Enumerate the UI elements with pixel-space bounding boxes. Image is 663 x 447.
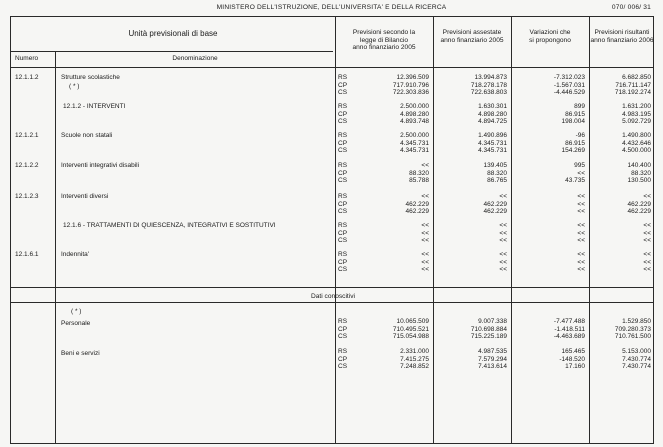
value-previsioni-2005: 4.345.731 [400, 139, 429, 147]
value-variazioni: -1.418.511 [554, 325, 585, 333]
value-risultanti-2006: 1.631.200 [622, 103, 651, 110]
divider [11, 67, 653, 68]
value-assestate-2005: 86.765 [487, 177, 507, 185]
row-code: CP [338, 355, 348, 363]
value-risultanti-2006: 4.983.195 [622, 110, 651, 118]
value-risultanti-2006: 4.500.000 [622, 147, 651, 155]
dati-conoscitivi-heading: Dati conoscitivi [311, 293, 355, 300]
heading-line: Previsioni secondo la [352, 29, 416, 36]
value-risultanti-2006: 462.229 [627, 200, 651, 208]
value-assestate-2005: 715.225.189 [470, 333, 507, 341]
divider [55, 51, 56, 443]
value-variazioni: << [577, 258, 585, 266]
divider [11, 302, 653, 303]
value-previsioni-2005: 4.898.280 [400, 110, 429, 118]
row-code: RS [338, 222, 348, 229]
value-previsioni-2005: 2.331.000 [400, 348, 429, 355]
heading-line: Variazioni che [529, 29, 571, 36]
value-previsioni-2005: 12.396.509 [396, 74, 429, 81]
value-risultanti-2006: 7.430.774 [622, 355, 651, 363]
value-variazioni: -4.446.529 [553, 89, 585, 97]
col-previsioni-2005-heading [335, 29, 433, 52]
value-risultanti-2006: 5.153.000 [622, 348, 651, 355]
budget-table [10, 16, 654, 444]
heading-line: legge di Bilancio [359, 36, 409, 44]
row-code: CP [338, 325, 348, 333]
divider [11, 287, 653, 288]
value-variazioni: -148.520 [559, 355, 585, 363]
dati-denominazione: Personale [61, 320, 91, 327]
row-number: 12.1.2.3 [15, 193, 39, 200]
value-assestate-2005: 722.638.803 [470, 89, 507, 97]
value-variazioni: << [577, 193, 585, 200]
row-denominazione: Scuole non statali [61, 132, 113, 139]
value-assestate-2005: 462.229 [483, 208, 507, 216]
value-previsioni-2005: 717.910.796 [392, 81, 429, 89]
row-code: RS [338, 132, 348, 139]
value-variazioni: << [577, 229, 585, 237]
row-code: CP [338, 139, 348, 147]
ministry-header: MINISTERO DELL'ISTRUZIONE, DELL'UNIVERSITA' E DELLA RICERCA [216, 4, 447, 11]
row-denominazione: Interventi diversi [61, 193, 109, 200]
row-code: CS [338, 237, 348, 245]
value-assestate-2005: 9.007.338 [478, 318, 507, 325]
row-code: CS [338, 89, 348, 97]
value-assestate-2005: 4.894.725 [478, 118, 507, 126]
value-previsioni-2005: 715.054.988 [392, 333, 429, 341]
value-risultanti-2006: 710.761.500 [614, 333, 651, 341]
value-risultanti-2006: 718.192.274 [614, 89, 651, 97]
value-variazioni: 899 [574, 103, 585, 110]
value-previsioni-2005: 10.065.509 [396, 318, 429, 325]
value-risultanti-2006: 462.229 [627, 208, 651, 216]
value-assestate-2005: << [499, 222, 507, 229]
row-code: RS [338, 348, 348, 355]
value-risultanti-2006: << [643, 237, 651, 245]
value-risultanti-2006: 709.280.373 [614, 325, 651, 333]
row-code: CP [338, 229, 348, 237]
value-assestate-2005: 139.405 [483, 162, 507, 169]
value-variazioni: 43.735 [565, 177, 585, 185]
value-variazioni: -1.567.031 [553, 81, 585, 89]
value-risultanti-2006: 130.500 [627, 177, 651, 185]
value-variazioni: -7.477.488 [553, 318, 585, 325]
row-code: CS [338, 363, 348, 371]
value-assestate-2005: 13.994.873 [474, 74, 507, 81]
value-risultanti-2006: 88.320 [631, 169, 651, 177]
value-assestate-2005: 1.630.301 [478, 103, 507, 110]
value-variazioni: 86.915 [565, 139, 585, 147]
col-variazioni-heading [511, 29, 589, 44]
row-denominazione: Strutture scolastiche [61, 74, 120, 81]
value-assestate-2005: 7.413.614 [478, 363, 507, 371]
row-denominazione: Indennita' [61, 251, 89, 258]
page-reference: 070/ 006/ 31 [611, 4, 651, 11]
value-assestate-2005: 710.698.884 [470, 325, 507, 333]
value-risultanti-2006: << [643, 266, 651, 274]
value-assestate-2005: << [499, 251, 507, 258]
value-previsioni-2005: 4.345.731 [400, 147, 429, 155]
value-previsioni-2005: << [421, 237, 429, 245]
value-variazioni: << [577, 222, 585, 229]
value-variazioni: 165.465 [561, 348, 585, 355]
value-previsioni-2005: << [421, 266, 429, 274]
value-variazioni: 86.915 [565, 110, 585, 118]
heading-line: Previsioni risultanti [594, 29, 650, 36]
value-variazioni: 995 [574, 162, 585, 169]
value-assestate-2005: 4.345.731 [478, 147, 507, 155]
row-code: RS [338, 251, 348, 258]
row-code: RS [338, 162, 348, 169]
row-code: RS [338, 318, 348, 325]
row-code: CP [338, 110, 348, 118]
divider [589, 17, 590, 443]
value-risultanti-2006: 7.430.774 [622, 363, 651, 371]
row-code: RS [338, 74, 348, 81]
col-assestate-2005-heading [433, 29, 511, 44]
unita-previsionali-heading: Unità previsionali di base [128, 29, 218, 38]
heading-line: anno finanziario 2005 [440, 36, 504, 44]
value-variazioni: -7.312.023 [553, 74, 585, 81]
value-previsioni-2005: << [421, 251, 429, 258]
dati-denominazione: Beni e servizi [61, 350, 100, 357]
divider [335, 17, 336, 443]
row-code: CP [338, 200, 348, 208]
value-assestate-2005: 4.987.535 [478, 348, 507, 355]
value-previsioni-2005: 2.500.000 [400, 132, 429, 139]
value-assestate-2005: << [499, 258, 507, 266]
value-variazioni: << [577, 208, 585, 216]
heading-line: anno finanziario 2006 [590, 36, 654, 44]
value-assestate-2005: 7.579.294 [478, 355, 507, 363]
value-risultanti-2006: 1.529.850 [622, 318, 651, 325]
value-assestate-2005: << [499, 193, 507, 200]
value-assestate-2005: 462.229 [483, 200, 507, 208]
value-variazioni: 154.269 [561, 147, 585, 155]
heading-line: Previsioni assestate [442, 29, 502, 36]
row-code: CP [338, 169, 348, 177]
value-assestate-2005: 88.320 [487, 169, 507, 177]
value-variazioni: << [577, 251, 585, 258]
value-previsioni-2005: 88.320 [409, 169, 429, 177]
value-variazioni: << [577, 200, 585, 208]
numero-heading: Numero [15, 55, 39, 62]
value-previsioni-2005: << [421, 222, 429, 229]
row-denominazione: 12.1.6 - TRATTAMENTI DI QUIESCENZA, INTEGRATIVI E SOSTITUTIVI [63, 222, 276, 229]
row-denominazione: 12.1.2 - INTERVENTI [63, 103, 126, 110]
value-assestate-2005: 1.490.896 [478, 132, 507, 139]
value-previsioni-2005: 85.788 [409, 177, 429, 185]
heading-line: anno finanziario 2005 [352, 44, 416, 52]
divider [11, 51, 333, 52]
value-assestate-2005: << [499, 266, 507, 274]
value-previsioni-2005: 462.229 [405, 208, 429, 216]
col-risultanti-2006-heading [589, 29, 655, 44]
row-code: RS [338, 193, 348, 200]
dati-note: ( * ) [71, 308, 82, 315]
row-code: CS [338, 147, 348, 155]
divider [433, 17, 434, 443]
value-assestate-2005: 718.278.178 [470, 81, 507, 89]
value-risultanti-2006: << [643, 251, 651, 258]
value-risultanti-2006: 4.432.646 [622, 139, 651, 147]
value-risultanti-2006: << [643, 193, 651, 200]
row-code: CS [338, 208, 348, 216]
value-previsioni-2005: << [421, 193, 429, 200]
value-previsioni-2005: 710.495.521 [392, 325, 429, 333]
value-variazioni: -96 [575, 132, 585, 139]
row-denominazione: Interventi integrativi disabili [61, 162, 140, 169]
value-risultanti-2006: 5.092.729 [622, 118, 651, 126]
value-previsioni-2005: << [421, 258, 429, 266]
value-previsioni-2005: 7.415.275 [400, 355, 429, 363]
value-assestate-2005: 4.345.731 [478, 139, 507, 147]
value-previsioni-2005: 2.500.000 [400, 103, 429, 110]
value-variazioni: << [577, 266, 585, 274]
row-number: 12.1.2.1 [15, 132, 39, 139]
row-number: 12.1.2.2 [15, 162, 39, 169]
row-code: CS [338, 177, 348, 185]
row-code: CS [338, 333, 348, 341]
heading-line: si propongono [529, 36, 571, 44]
value-assestate-2005: 4.898.280 [478, 110, 507, 118]
value-risultanti-2006: << [643, 222, 651, 229]
row-code: RS [338, 103, 348, 110]
value-variazioni: 198.004 [561, 118, 585, 126]
value-variazioni: << [577, 237, 585, 245]
value-risultanti-2006: << [643, 258, 651, 266]
value-previsioni-2005: 462.229 [405, 200, 429, 208]
value-previsioni-2005: 7.248.852 [400, 363, 429, 371]
value-risultanti-2006: 716.711.147 [615, 81, 651, 89]
value-variazioni: -4.463.689 [553, 333, 585, 341]
value-risultanti-2006: 140.400 [627, 162, 651, 169]
value-risultanti-2006: 1.490.800 [622, 132, 651, 139]
value-previsioni-2005: 4.893.748 [400, 118, 429, 126]
value-variazioni: 17.160 [565, 363, 585, 371]
value-previsioni-2005: 722.303.836 [392, 89, 429, 97]
denominazione-heading: Denominazione [172, 55, 218, 62]
value-assestate-2005: << [499, 237, 507, 245]
row-number: 12.1.6.1 [15, 251, 39, 258]
row-code: CP [338, 81, 348, 89]
row-code: CS [338, 118, 348, 126]
value-previsioni-2005: << [421, 162, 429, 169]
row-code: CP [338, 258, 348, 266]
value-variazioni: << [577, 169, 585, 177]
value-assestate-2005: << [499, 229, 507, 237]
divider [511, 17, 512, 443]
value-risultanti-2006: << [643, 229, 651, 237]
row-code: CS [338, 266, 348, 274]
row-note: ( * ) [69, 83, 80, 90]
row-number: 12.1.1.2 [15, 74, 39, 81]
value-risultanti-2006: 6.682.850 [622, 74, 651, 81]
value-previsioni-2005: << [421, 229, 429, 237]
